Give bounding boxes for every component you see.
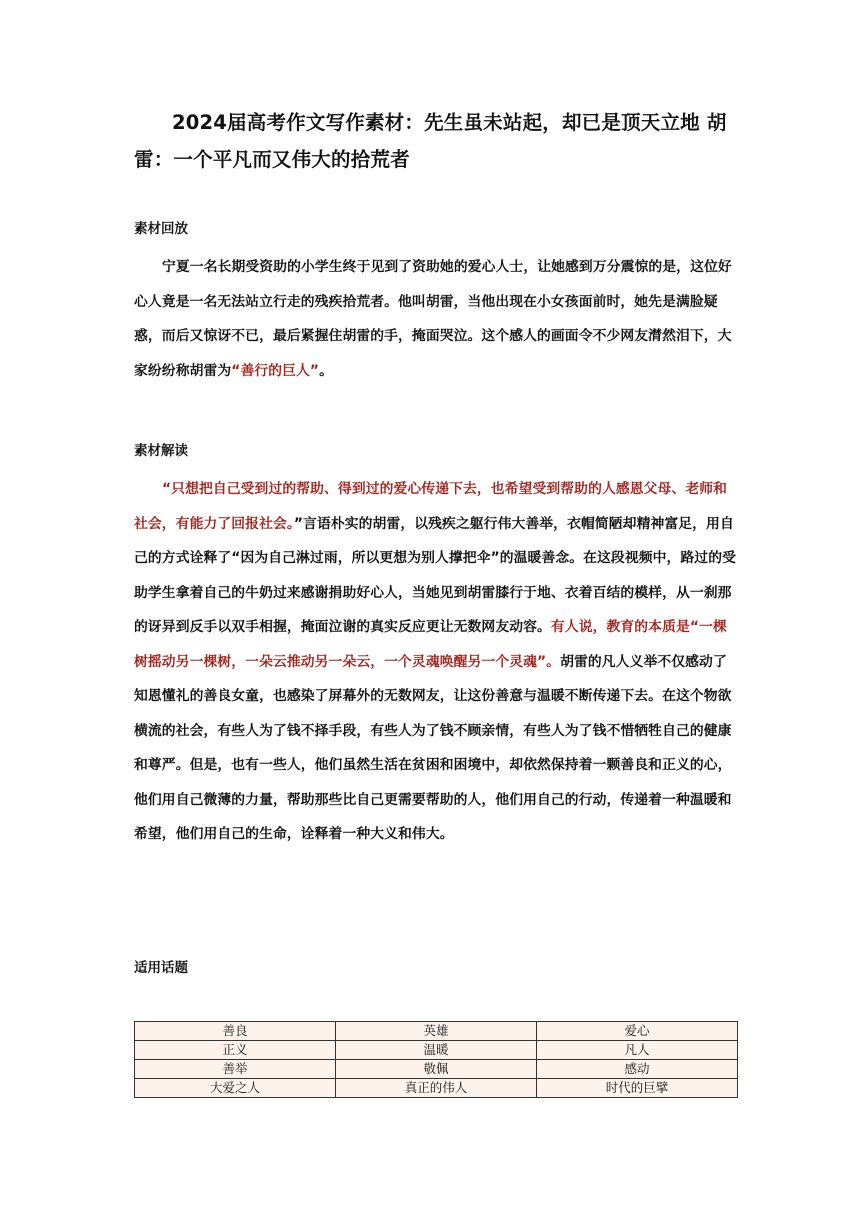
table-row <box>135 1060 738 1079</box>
document-title: 2024届高考作文写作素材：先生虽未站起，却已是顶天立地 胡雷：一个平凡而又伟大的拾荒者 <box>134 111 727 171</box>
table-cell: 爱心 <box>537 1022 738 1041</box>
review-highlight-1: “善行的巨人” <box>231 362 320 379</box>
table-cell: 温暖 <box>336 1041 537 1060</box>
table-cell: 大爱之人 <box>135 1079 336 1098</box>
table-row <box>135 1079 738 1098</box>
table-row <box>135 1041 738 1060</box>
table-cell: 真正的伟人 <box>336 1079 537 1098</box>
interpretation-highlight-1: “只想把自己受到过的帮助、得到过的爱心传递下去，也希望受到帮助的人感恩父母、老师和社会，有能力了回报社会。 <box>134 481 728 532</box>
interpretation-highlight-2: 有人说，教育的本质是“一棵树摇动另一棵树，一朵云推动另一朵云，一个灵魂唤醒另一个灵魂”。 <box>134 619 727 670</box>
review-text-1: 宁夏一名长期受资助的小学生终于见到了资助她的爱心人士，让她感到万分震惊的是，这位好心人竟是一名无法站立行走的残疾拾荒者。他叫胡雷，当他出现在小女孩面前时，她先是满脸疑惑，而后又惊讶不已，最后紧握住胡雷的手，掩面哭泣。这个感人的画面令不少网友潸然泪下，大家纷纷称胡雷为 <box>134 259 732 379</box>
table-cell: 善举 <box>135 1060 336 1079</box>
table-cell: 英雄 <box>336 1022 537 1041</box>
interpretation-text-2: 胡雷的凡人义举不仅感动了知恩懂礼的善良女童，也感染了屏幕外的无数网友，让这份善意与温暖不断传递下去。在这个物欲横流的社会，有些人为了钱不择手段，有些人为了钱不顾亲情，有些人为了钱不惜牺牲自己的健康和尊严。但是，也有一些人，他们虽然生活在贫困和困境中，却依然保持着一颗善良和正义的心，他们用自己微薄的力量，帮助那些比自己更需要帮助的人，他们用自己的行动，传递着一种温暖和希望，他们用自己的生命，诠释着一种大义和伟大。 <box>134 653 732 842</box>
interpretation-text-1: ”言语朴实的胡雷，以残疾之躯行伟大善举，衣帽简陋却精神富足，用自己的方式诠释了“因为自己淋过雨，所以更想为别人撑把伞”的温暖善念。在这段视频中，路过的受助学生拿着自己的牛奶过来感谢捐助好心人，当她见到胡雷膝行于地、衣着百结的模样，从一刹那的讶异到反手以双手相握，掩面泣谢的真实反应更让无数网友动容。 <box>134 515 737 635</box>
section-heading-topics: 适用话题 <box>134 960 188 976</box>
table-row <box>135 1022 738 1041</box>
section-heading-review: 素材回放 <box>134 221 188 237</box>
table-cell: 时代的巨擘 <box>537 1079 738 1098</box>
review-text-2: 。 <box>319 362 334 379</box>
table-cell: 正义 <box>135 1041 336 1060</box>
review-paragraph <box>134 250 740 388</box>
topics-table <box>134 1021 738 1098</box>
table-cell: 凡人 <box>537 1041 738 1060</box>
table-cell: 善良 <box>135 1022 336 1041</box>
section-heading-interpretation: 素材解读 <box>134 443 188 459</box>
interpretation-paragraph <box>134 472 740 852</box>
table-cell: 感动 <box>537 1060 738 1079</box>
table-cell: 敬佩 <box>336 1060 537 1079</box>
